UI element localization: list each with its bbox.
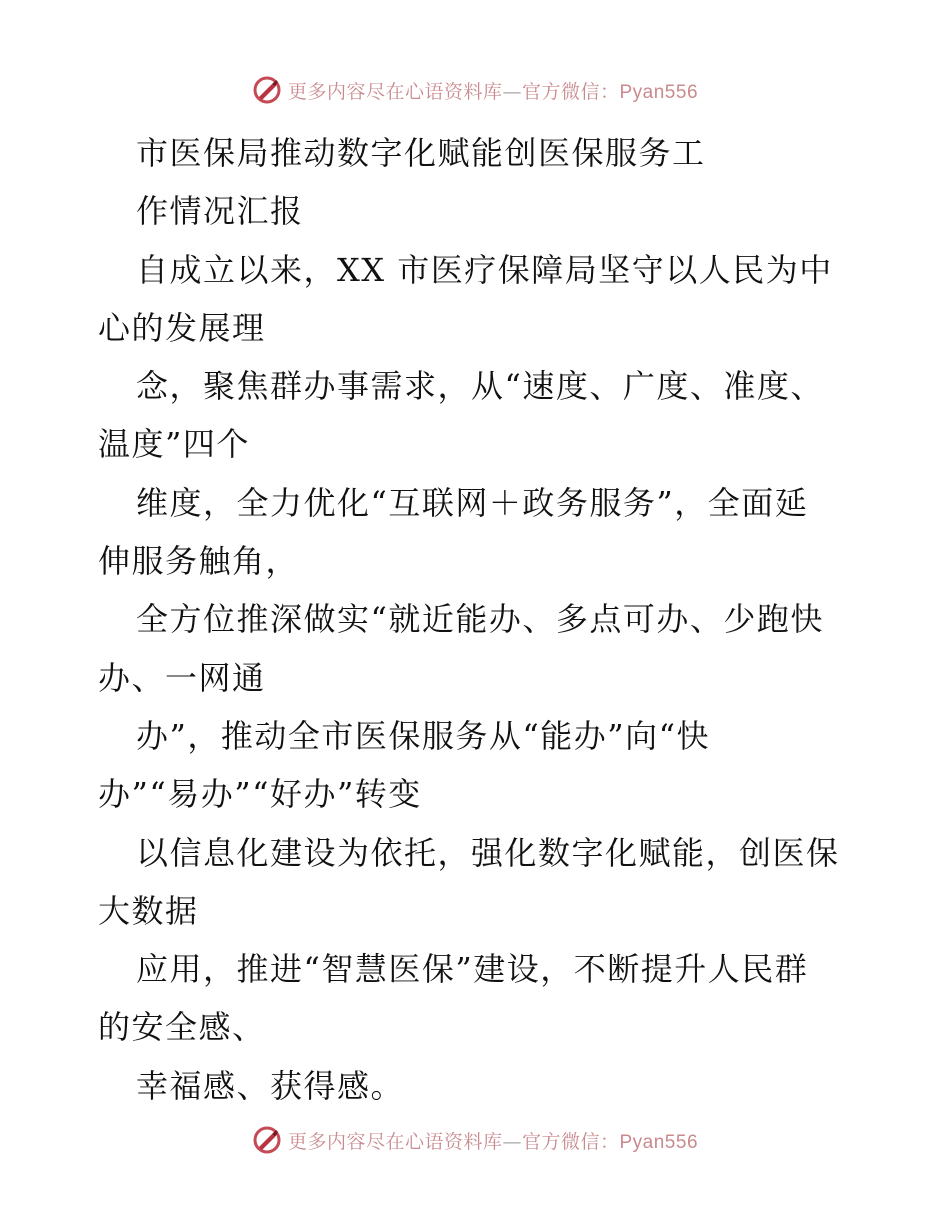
document-line: 以信息化建设为依托，强化数字化赋能，创医保: [136, 833, 840, 872]
document-line: 心的发展理: [98, 308, 266, 347]
watermark-text: [288, 77, 698, 104]
document-line: 维度，全力优化“互联网＋政务服务”，全面延: [136, 483, 809, 522]
pen-nib-logo-icon: [252, 1125, 282, 1155]
watermark-text: [288, 1127, 698, 1154]
document-line: 大数据: [98, 891, 199, 930]
watermark-separator: —: [502, 80, 522, 103]
document-line: 作情况汇报: [136, 192, 304, 231]
document-body: [98, 124, 858, 1115]
pen-nib-logo-icon: [252, 75, 282, 105]
document-line: 办”，推动全市医保服务从“能办”向“快: [136, 716, 710, 755]
watermark-separator: —: [502, 1130, 522, 1153]
document-line: 幸福感、获得感。: [136, 1066, 405, 1105]
watermark-main: 更多内容尽在心语资料库: [287, 1130, 503, 1153]
watermark-account: Pyan556: [619, 1131, 699, 1153]
document-line: 自成立以来，XX 市医疗保障局坚守以人民为中: [136, 250, 833, 289]
document-line: 应用，推进“智慧医保”建设，不断提升人民群: [136, 950, 809, 989]
document-line: 念，聚焦群办事需求，从“速度、广度、准度、: [136, 367, 824, 406]
document-line: 办、一网通: [98, 658, 266, 697]
watermark-main: 更多内容尽在心语资料库: [287, 80, 503, 103]
document-line: 办”“易办”“好办”转变: [98, 775, 422, 814]
watermark-label: 官方微信：: [521, 80, 620, 103]
document-line: 全方位推深做实“就近能办、多点可办、少跑快: [136, 600, 824, 639]
document-line: 的安全感、: [98, 1008, 266, 1047]
document-line: 温度”四个: [98, 425, 250, 464]
document-line: 伸服务触角，: [98, 542, 300, 581]
footer-watermark: [0, 1120, 950, 1160]
header-watermark: [0, 70, 950, 110]
watermark-account: Pyan556: [619, 81, 699, 103]
document-line: 市医保局推动数字化赋能创医保服务工: [136, 134, 706, 172]
watermark-label: 官方微信：: [521, 1130, 620, 1153]
